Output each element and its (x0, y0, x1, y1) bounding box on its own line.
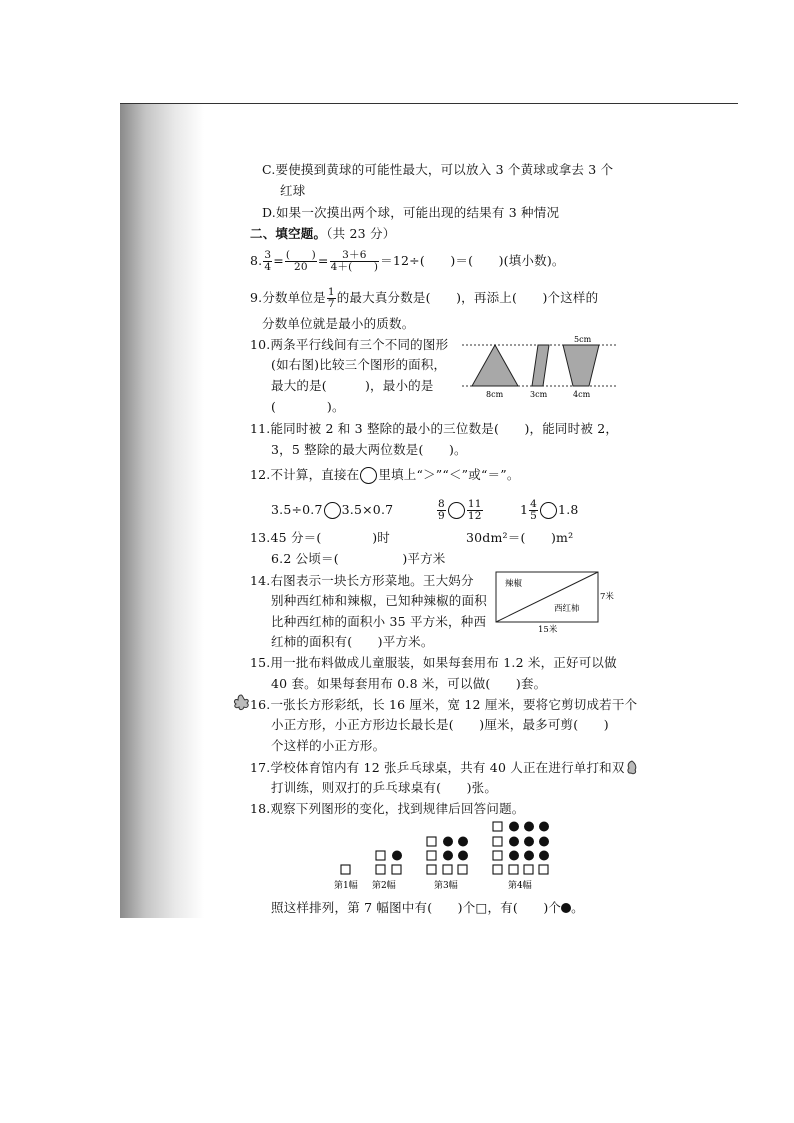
pattern-figure-3 (427, 837, 468, 892)
section-2-score: （共 23 分） (326, 226, 396, 241)
pattern-square (392, 865, 401, 874)
question-15-line1: 15.用一批布料做成儿童服装，如果每套用布 1.2 米，正好可以做 (250, 655, 617, 670)
question-10-line4: ( )。 (271, 399, 345, 414)
pattern-dot (443, 851, 453, 861)
q8-rest: ＝12÷( )＝( )(填小数)。 (380, 253, 565, 268)
pattern-dot (509, 822, 519, 832)
pattern-square (427, 837, 436, 846)
compare-circle-icon (360, 467, 377, 484)
pattern-figure-2 (372, 851, 402, 892)
question-18-final: 照这样排列，第 7 幅图中有( )个□，有( )个 。 (271, 900, 584, 915)
section-2-header (250, 226, 395, 242)
q8-number: 8. (250, 253, 263, 268)
pepper-label: 辣椒 (505, 579, 523, 589)
pattern-dot (509, 837, 519, 847)
question-14-line1: 14.右图表示一块长方形菜地。王大妈分 (250, 573, 474, 588)
pattern-label-3: 第3幅 (434, 881, 458, 891)
question-16-line1: 16.一张长方形彩纸，长 16 厘米，宽 12 厘米，要将它剪切成若干个 (250, 697, 638, 712)
question-11-line1: 11.能同时被 2 和 3 整除的最小的三位数是( )，能同时被 2， (250, 421, 619, 436)
tomato-label: 西红柿 (554, 604, 580, 614)
pattern-dot (539, 851, 549, 861)
q7-option-c-line2: 红球 (280, 183, 306, 198)
question-15-line2: 40 套。如果每套用布 0.8 米，可以做( )套。 (271, 676, 547, 691)
pattern-dot (524, 837, 534, 847)
question-16-line3: 个这样的小正方形。 (271, 738, 386, 753)
question-12-prompt: 12.不计算，直接在 里填上“＞”“＜”或“＝”。 (250, 467, 520, 482)
q12-item-a: 3.5÷0.7 3.5×0.7 (271, 502, 394, 517)
question-10-line3: 最大的是( )，最小的是 (271, 378, 434, 393)
pattern-dot (458, 851, 468, 861)
question-10-line2: (如右图)比较三个图形的面积， (271, 357, 447, 372)
pattern-square (493, 851, 502, 860)
black-dot-icon (561, 903, 571, 913)
parallelogram-base-label: 3cm (530, 390, 548, 399)
pattern-label-1: 第1幅 (334, 881, 358, 891)
trapezoid-top-label: 5cm (574, 335, 592, 344)
pattern-square (539, 865, 548, 874)
q12-item-b: $\frac{8}{9}$ $\frac{11}{12}$ (438, 498, 482, 522)
question-14-line2: 别种西红柿和辣椒，已知种辣椒的面积 (271, 593, 487, 608)
pattern-square (443, 865, 452, 874)
question-9-line1: 9.分数单位是 $\frac{1}{7}$ 的最大真分数是( )，再添上( )个这样的 (250, 286, 599, 310)
q9-fraction: $\frac{1}{7}$ (327, 286, 335, 310)
pattern-dot (458, 837, 468, 847)
question-11-line2: 3，5 整除的最大两位数是( )。 (271, 442, 467, 457)
q12-item-c: 1 $\frac{4}{5}$ 1.8 (520, 498, 579, 522)
q14-garden-figure (492, 568, 622, 634)
pattern-figure-1 (334, 865, 358, 891)
question-10-line1: 10.两条平行线间有三个不同的图形 (250, 337, 449, 352)
q8-fraction-1: $\frac{3}{4}$ (264, 249, 272, 273)
pattern-dot (443, 837, 453, 847)
q12-c-circle-blank[interactable] (540, 502, 557, 519)
edge-marker-icon (626, 760, 638, 776)
q13-item-c: 6.2 公顷＝( )平方米 (271, 551, 446, 566)
trapezoid-base-label: 4cm (573, 390, 591, 399)
pattern-square (376, 851, 385, 860)
pattern-square (458, 865, 467, 874)
question-9-line2: 分数单位就是最小的质数。 (262, 316, 415, 331)
question-16-line2: 小正方形，小正方形边长最长是( )厘米，最多可剪( ) (271, 717, 609, 732)
pattern-label-4: 第4幅 (508, 881, 532, 891)
pattern-square (427, 865, 436, 874)
question-14-line3: 比种西红柿的面积小 35 平方米，种西 (271, 614, 487, 629)
question-8: 8. $\frac{3}{4}$ = $\frac{( )}{20}$ = $\frac{3+6}{4+( )}$ ＝12÷( )＝( )(填小数)。 (250, 249, 565, 273)
triangle-shape (472, 345, 518, 386)
section-2-title: 二、填空题。 (250, 226, 327, 241)
star-marker-icon (232, 694, 250, 712)
pattern-square (493, 865, 502, 874)
q12-b-circle-blank[interactable] (448, 502, 465, 519)
q13-item-b: 30dm²＝( )m² (466, 530, 574, 545)
q8-fraction-3-blank[interactable]: $\frac{3+6}{4+( )}$ (330, 249, 379, 273)
q13-item-a: 13.45 分＝( )时 (250, 530, 391, 545)
pattern-square (376, 865, 385, 874)
question-17-line1: 17.学校体育馆内有 12 张乒乓球桌，共有 40 人正在进行单打和双 (250, 760, 625, 775)
question-14-line4: 红柿的面积有( )平方米。 (271, 634, 434, 649)
pattern-dot (392, 851, 402, 861)
pattern-dot (539, 837, 549, 847)
q7-option-d: D.如果一次摸出两个球，可能出现的结果有 3 种情况 (262, 205, 560, 220)
q8-fraction-2-blank[interactable]: $\frac{( )}{20}$ (285, 249, 316, 273)
pattern-square (509, 865, 518, 874)
pattern-figure-4 (493, 822, 549, 892)
pattern-dot (524, 822, 534, 832)
pattern-dot (509, 851, 519, 861)
question-17-line2: 打训练，则双打的乒乓球桌有( )张。 (271, 780, 498, 795)
q10-shapes-figure (462, 333, 620, 403)
q18-pattern-figure (334, 818, 564, 894)
pattern-square (341, 865, 350, 874)
pattern-square (524, 865, 533, 874)
height-label: 7米 (600, 592, 614, 602)
question-18-line1: 18.观察下列图形的变化，找到规律后回答问题。 (250, 801, 525, 816)
pattern-label-2: 第2幅 (372, 881, 396, 891)
page-top-rule (120, 103, 738, 104)
pattern-dot (524, 851, 534, 861)
scan-binding-shadow (120, 104, 204, 918)
triangle-base-label: 8cm (486, 390, 504, 399)
pattern-square (493, 837, 502, 846)
trapezoid-shape (563, 345, 599, 386)
pattern-dot (539, 822, 549, 832)
pattern-square (493, 822, 502, 831)
width-label: 15米 (538, 625, 558, 634)
q12-a-circle-blank[interactable] (324, 502, 341, 519)
pattern-square (427, 851, 436, 860)
parallelogram-shape (532, 345, 549, 386)
q7-option-c-line1: C.要使摸到黄球的可能性最大，可以放入 3 个黄球或拿去 3 个 (262, 162, 614, 177)
